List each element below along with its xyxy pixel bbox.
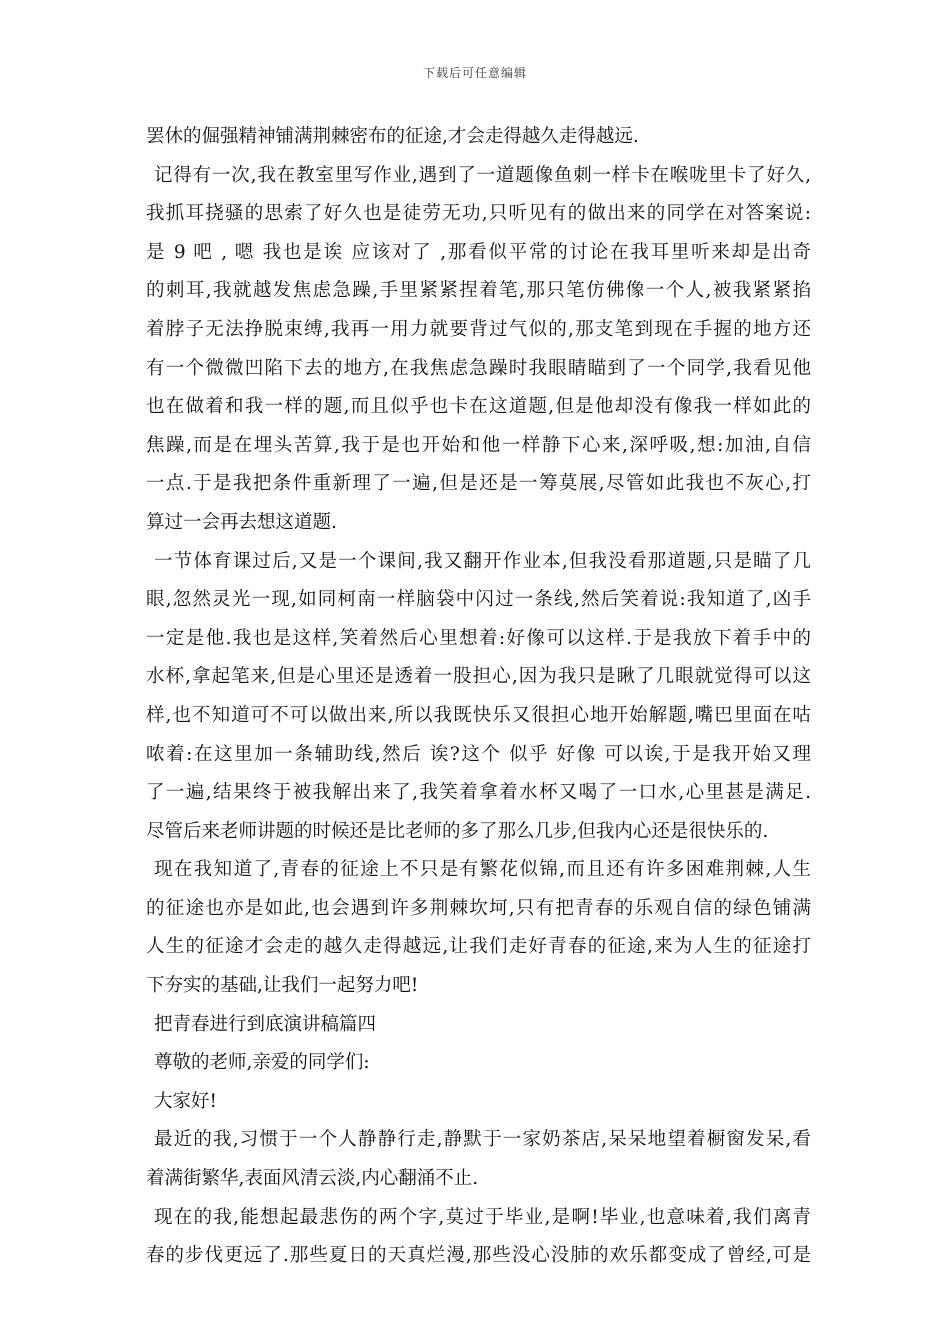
text-line: 尽管后来老师讲题的时候还是比老师的多了那么几步,但我内心还是很快乐的. [146, 820, 769, 842]
text-line: 下夯实的基础,让我们一起努力吧! [146, 975, 419, 997]
text-line: 记得有一次,我在教室里写作业,遇到了一道题像鱼刺一样卡在喉咙里卡了好久, [154, 164, 811, 186]
text-line: 一点.于是我把条件重新理了一遍,但是还是一筹莫展,尽管如此我也不灰心,打 [146, 473, 811, 495]
text-line: 水杯,拿起笔来,但是心里还是透着一股担心,因为我只是瞅了几眼就觉得可以这 [146, 666, 811, 688]
text-line: 眼,忽然灵光一现,如同柯南一样脑袋中闪过一条线,然后笑着说:我知道了,凶手 [146, 589, 811, 611]
text-line: 样,也不知道可不可以做出来,所以我既快乐又很担心地开始解题,嘴巴里面在咕 [146, 704, 811, 726]
text-line: 春的步伐更远了.那些夏日的天真烂漫,那些没心没肺的欢乐都变成了曾经,可是 [146, 1245, 811, 1267]
text-line: 尊敬的老师,亲爱的同学们: [154, 1052, 370, 1074]
text-line: 了一遍,结果终于被我解出来了,我笑着拿着水杯又喝了一口水,心里甚是满足. [146, 782, 811, 804]
text-line: 现在我知道了,青春的征途上不只是有繁花似锦,而且还有许多困难荆棘,人生 [154, 859, 811, 881]
document-body [146, 118, 811, 1276]
text-line: 算过一会再去想这道题. [146, 511, 337, 533]
text-line: 我抓耳挠骚的思索了好久也是徒劳无功,只听见有的做出来的同学在对答案说: [146, 203, 811, 225]
text-line: 哝着:在这里加一条辅助线,然后 诶?这个 似乎 好像 可以诶,于是我开始又理 [146, 743, 811, 765]
text-line: 把青春进行到底演讲稿篇四 [154, 1013, 377, 1035]
page-header: 下载后可任意编辑 [422, 66, 527, 80]
text-line: 人生的征途才会走的越久走得越远,让我们走好青春的征途,来为人生的征途打 [146, 936, 811, 958]
text-line: 着脖子无法挣脱束缚,我再一用力就要背过气似的,那支笔到现在手握的地方还 [146, 318, 811, 340]
text-line: 最近的我,习惯于一个人静静行走,静默于一家奶茶店,呆呆地望着橱窗发呆,看 [154, 1129, 811, 1151]
text-line: 有一个微微凹陷下去的地方,在我焦虑急躁时我眼睛瞄到了一个同学,我看见他 [146, 357, 811, 379]
text-line: 一节体育课过后,又是一个课间,我又翻开作业本,但我没看那道题,只是瞄了几 [154, 550, 811, 572]
text-line: 的征途也亦是如此,也会遇到许多荆棘坎坷,只有把青春的乐观自信的绿色铺满 [146, 897, 811, 919]
text-line: 焦躁,而是在埋头苦算,我于是也开始和他一样静下心来,深呼吸,想:加油,自信 [146, 434, 811, 456]
text-line: 是 9 吧 , 嗯 我也是诶 应该对了 ,那看似平常的讨论在我耳里听来却是出奇 [146, 241, 811, 263]
text-line: 罢休的倔强精神铺满荆棘密布的征途,才会走得越久走得越远. [146, 126, 639, 147]
text-line: 的刺耳,我就越发焦虑急躁,手里紧紧捏着笔,那只笔仿佛像一个人,被我紧紧掐 [146, 280, 811, 302]
text-line: 也在做着和我一样的题,而且似乎也卡在这道题,但是他却没有像我一样如此的 [146, 396, 811, 418]
text-line: 一定是他.我也是这样,笑着然后心里想着:好像可以这样.于是我放下着手中的 [146, 627, 811, 649]
text-line: 大家好! [154, 1090, 217, 1112]
text-line: 现在的我,能想起最悲伤的两个字,莫过于毕业,是啊!毕业,也意味着,我们离青 [154, 1206, 811, 1228]
text-line: 着满街繁华,表面风清云淡,内心翻涌不止. [146, 1168, 479, 1190]
